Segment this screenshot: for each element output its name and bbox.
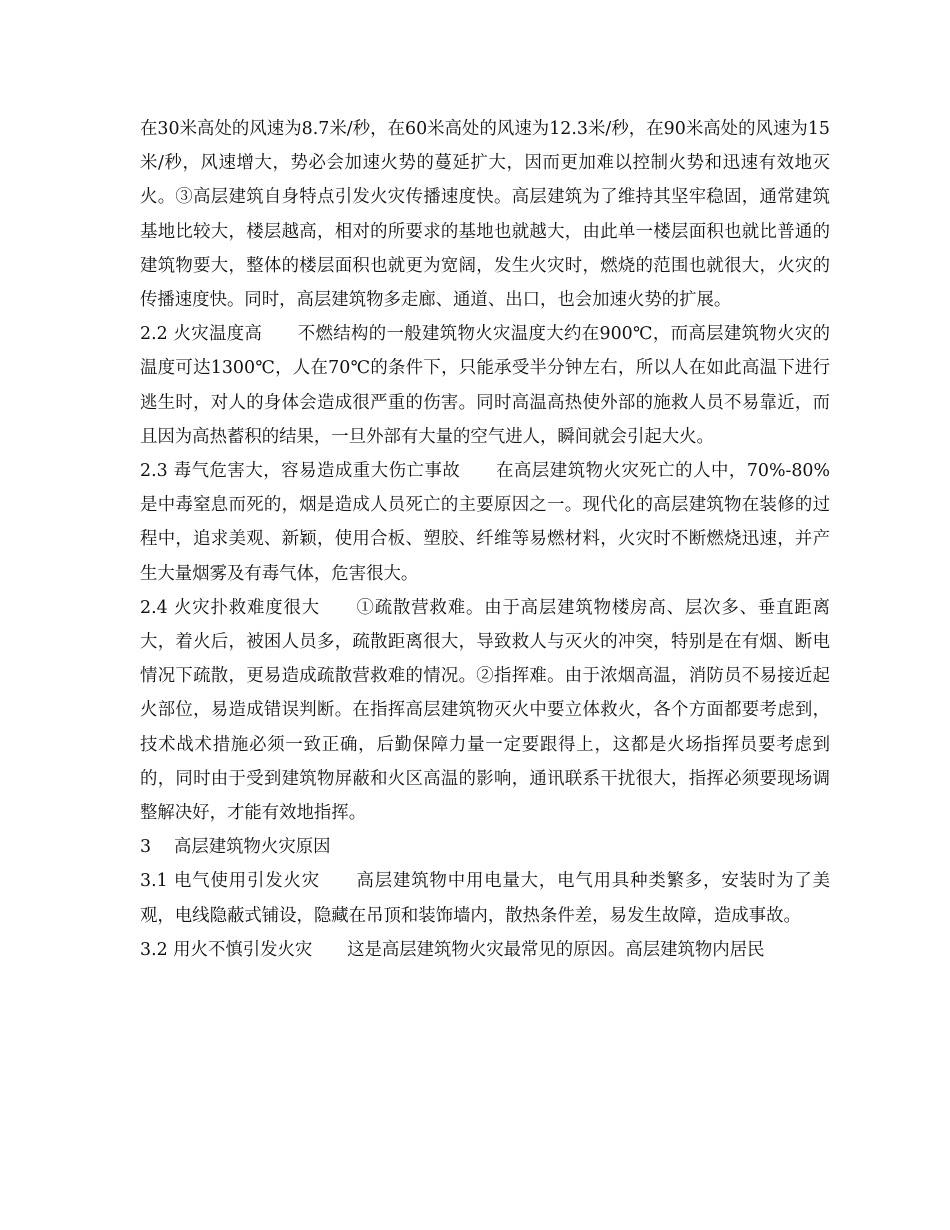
paragraph-section-3-1: 3.1 电气使用引发火灾 高层建筑物中用电量大，电气用具种类繁多，安装时为了美观，电线隐蔽式铺设，隐藏在吊顶和装饰墙内，散热条件差，易发生故障，造成事故。 bbox=[140, 871, 830, 926]
paragraph-wind-speed: 在30米高处的风速为8.7米/秒，在60米高处的风速为12.3米/秒，在90米高处的风速为15米/秒，风速增大，势必会加速火势的蔓延扩大，因而更加难以控制火势和迅速有效地灭火。③高层建筑自身特点引发火灾传播速度快。高层建筑为了维持其坚牢稳固，通常建筑基地比较大，楼层越高，相对的所要求的基地也就越大，由此单一楼层面积也就比普通的建筑物要大，整体的楼层面积也就更为宽阔，发生火灾时，燃烧的范围也就很大，火灾的传播速度快。同时，高层建筑物多走廊、通道、出口，也会加速火势的扩展。 bbox=[140, 119, 830, 311]
paragraph-section-2-3: 2.3 毒气危害大，容易造成重大伤亡事故 在高层建筑物火灾死亡的人中，70%-80%是中毒窒息而死的，烟是造成人员死亡的主要原因之一。现代化的高层建筑物在装修的过程中，追求美观、新颖，使用合板、塑胶、纤维等易燃材料，火灾时不断燃烧迅速，并产生大量烟雾及有毒气体，危害很大。 bbox=[140, 461, 830, 584]
paragraph-section-2-2: 2.2 火灾温度高 不燃结构的一般建筑物火灾温度大约在900℃，而高层建筑物火灾的温度可达1300℃，人在70℃的条件下，只能承受半分钟左右，所以人在如此高温下进行逃生时，对人的身体会造成很严重的伤害。同时高温高热使外部的施救人员不易靠近，而且因为高热蓄积的结果，一旦外部有大量的空气进人，瞬间就会引起大火。 bbox=[140, 324, 830, 447]
paragraph-section-3-2: 3.2 用火不慎引发火灾 这是高层建筑物火灾最常见的原因。高层建筑物内居民 bbox=[140, 939, 765, 960]
document-page bbox=[140, 112, 830, 967]
section-heading-3: 3 高层建筑物火灾原因 bbox=[140, 837, 331, 858]
paragraph-section-2-4: 2.4 火灾扑救难度很大 ①疏散营救难。由于高层建筑物楼房高、层次多、垂直距离大，着火后，被困人员多，疏散距离很大，导致救人与灭火的冲突，特别是在有烟、断电情况下疏散，更易造成疏散营救难的情况。②指挥难。由于浓烟高温，消防员不易接近起火部位，易造成错误判断。在指挥高层建筑物灭火中要立体救火，各个方面都要考虑到，技术战术措施必须一致正确，后勤保障力量一定要跟得上，这都是火场指挥员要考虑到的，同时由于受到建筑物屏蔽和火区高温的影响，通讯联系干扰很大，指挥必须要现场调整解决好，才能有效地指挥。 bbox=[140, 597, 830, 824]
